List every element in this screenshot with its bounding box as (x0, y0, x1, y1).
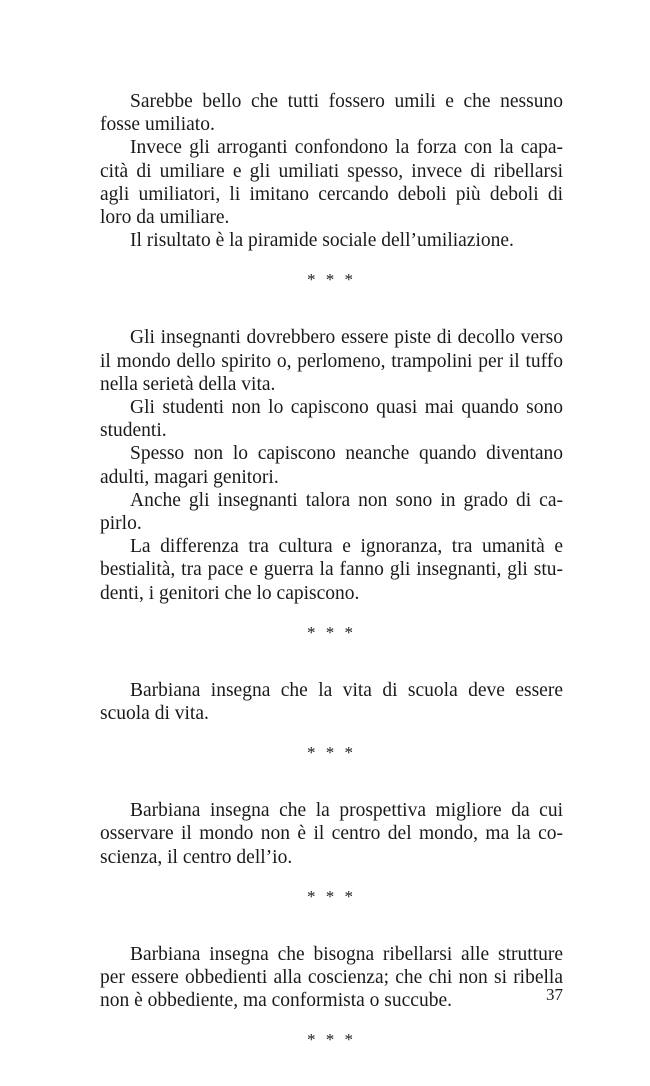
paragraph: Barbiana insegna che bisogna ribellarsi alle strutture per essere obbedienti alla coscienza; che chi non si ribella non è obbediente, ma conformista o succube. (100, 943, 563, 1012)
paragraph: Sarebbe bello che tutti fossero umili e che nessuno fosse umiliato. (100, 91, 563, 136)
page-body (100, 90, 563, 1086)
section (100, 943, 563, 1013)
page-number: 37 (546, 985, 563, 1004)
paragraph: Invece gli arroganti confondono la forza con la capacità di umiliare e gli umiliati spesso, invece di ribellarsi agli umiliatori, li imitano cercando deboli più deboli di loro da umiliare. (100, 137, 563, 229)
section-separator: * * * (307, 622, 356, 642)
section-separator: * * * (307, 1030, 356, 1050)
section-separator: * * * (307, 743, 356, 763)
section-separator: * * * (307, 270, 356, 290)
paragraph: Gli studenti non lo capiscono quasi mai quando sono studenti. (100, 397, 563, 442)
paragraph: La differenza tra cultura e ignoranza, tra umanità e bestialità, tra pace e guerra la fanno gli insegnanti, gli studenti, i genitori che lo capiscono. (100, 536, 563, 604)
section (100, 679, 563, 725)
section (100, 326, 563, 604)
paragraph: Barbiana insegna che la prospettiva migliore da cui osservare il mondo non è il centro del mondo, ma la coscienza, il centro dell’io. (100, 800, 563, 868)
paragraph: Il risultato è la piramide sociale dell’umiliazione. (130, 230, 514, 252)
section (100, 799, 563, 869)
paragraph: Anche gli insegnanti talora non sono in grado di capirlo. (100, 489, 563, 535)
paragraph: Barbiana insegna che la vita di scuola deve essere scuola di vita. (100, 679, 563, 725)
section (100, 90, 563, 252)
paragraph: Spesso non lo capiscono neanche quando diventano adulti, magari genitori. (100, 443, 563, 488)
paragraph: Gli insegnanti dovrebbero essere piste di decollo verso il mondo dello spirito o, perlomeno, trampolini per il tuffo nella serietà della vita. (100, 327, 563, 395)
section-separator: * * * (307, 886, 356, 906)
